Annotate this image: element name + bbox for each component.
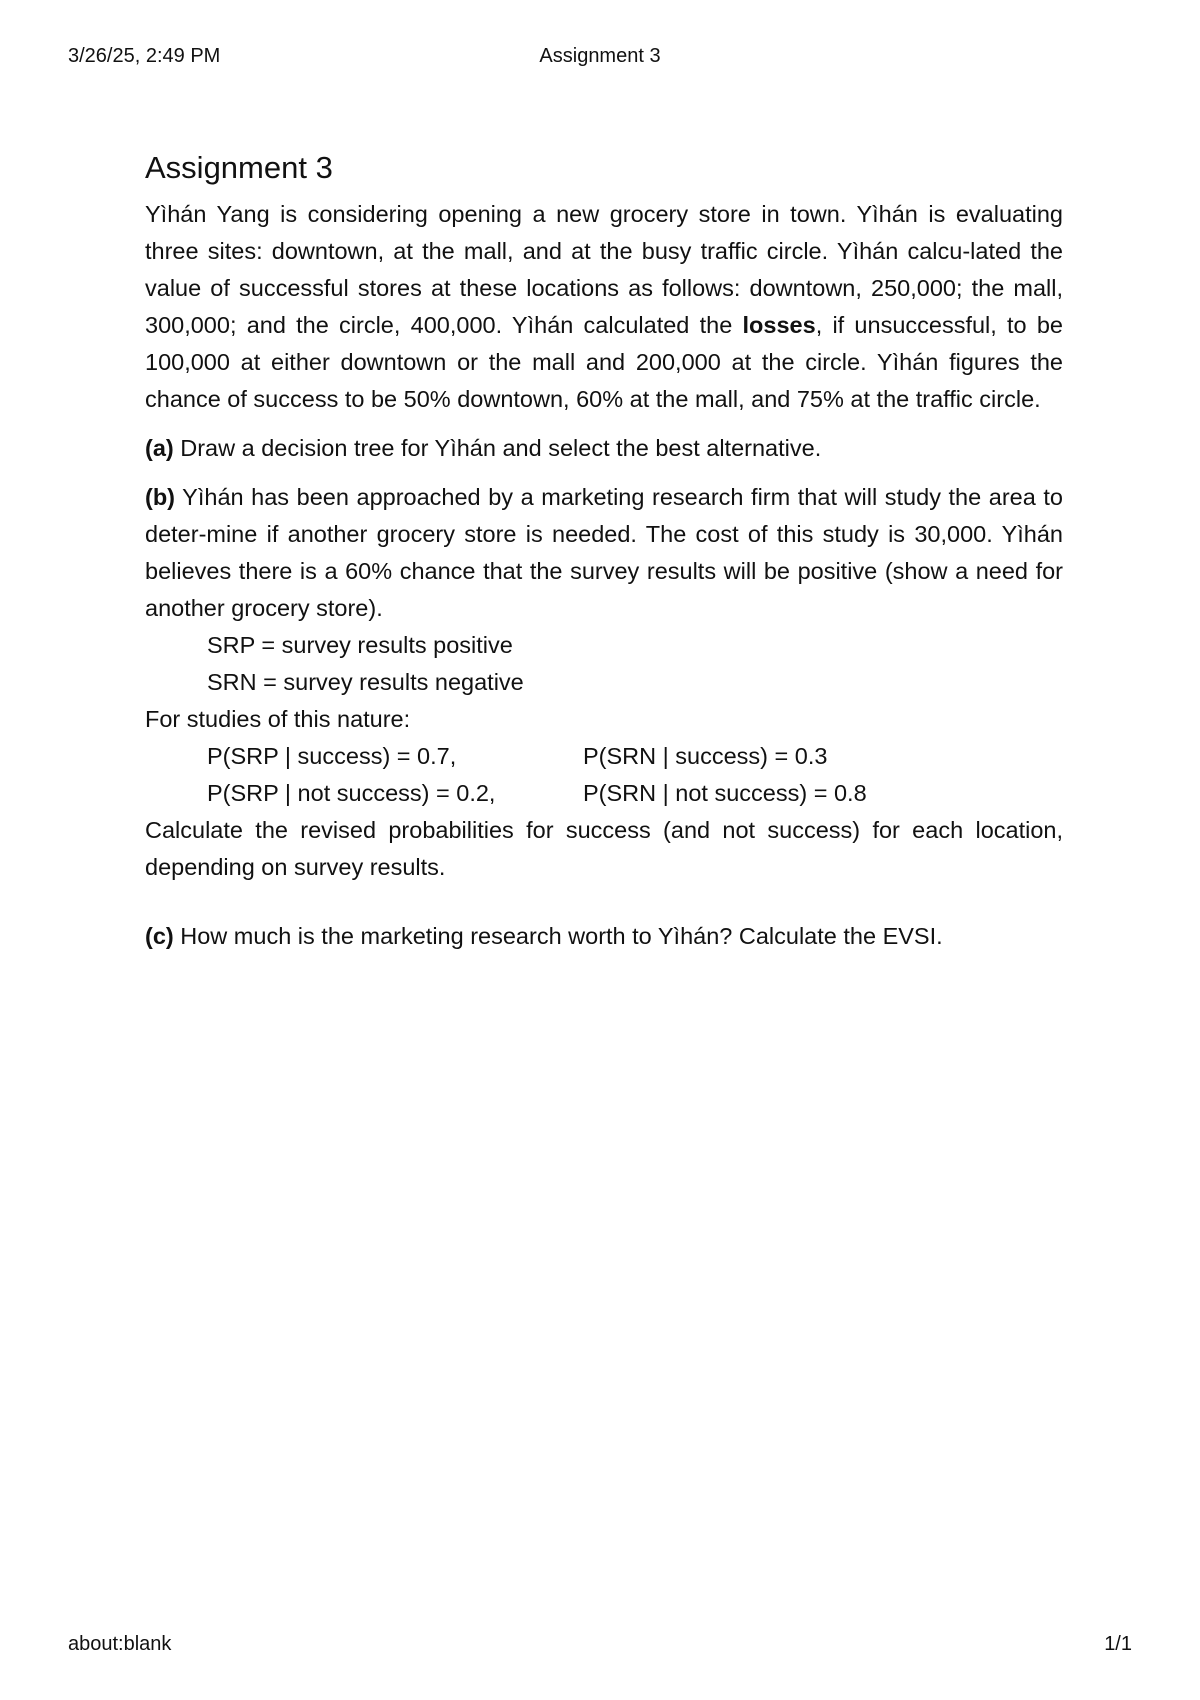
probability-row-not-success [145, 775, 1063, 812]
prob-srn-not-success: P(SRN | not success) = 0.8 [583, 780, 867, 806]
prob-srn-success: P(SRN | success) = 0.3 [583, 743, 828, 769]
definition-srn: SRN = survey results negative [207, 669, 524, 695]
print-page-title: Assignment 3 [539, 45, 661, 67]
part-a-text: Draw a decision tree for Yìhán and select the best alternative. [173, 435, 822, 461]
part-a-label: (a) [145, 435, 174, 461]
print-header [68, 42, 1132, 70]
print-url: about:blank [68, 1633, 172, 1655]
prob-srp-success: P(SRP | success) = 0.7, [207, 743, 457, 769]
intro-bold-losses: losses [742, 312, 816, 338]
part-a-paragraph [145, 430, 1063, 467]
studies-intro: For studies of this nature: [145, 706, 411, 732]
part-b-label: (b) [145, 484, 176, 510]
document-title: Assignment 3 [145, 150, 333, 185]
part-c-paragraph [145, 918, 1063, 955]
print-footer [68, 1630, 1132, 1658]
part-c-text: How much is the marketing research worth to Yìhán? Calculate the EVSI. [173, 923, 943, 949]
part-b-paragraph [145, 479, 1063, 627]
revised-probabilities-text: Calculate the revised probabilities for success (and not success) for each location, depending on survey results. [145, 817, 1063, 880]
print-datetime: 3/26/25, 2:49 PM [68, 45, 221, 67]
intro-text-1: Yìhán Yang is considering opening a new grocery store in town. Yìhán is evaluating three sites: downtown, at the mall, and at the busy traffic circle. Yìhán calcu-lated the value of successful stores at these locations as follows: downtown, 250,000; the mall, 300,000; and the circle, 400,000. Yìhán calculated the [145, 201, 1063, 338]
part-c-label: (c) [145, 923, 174, 949]
probability-row-success [145, 738, 1063, 775]
intro-paragraph [145, 196, 1063, 418]
prob-srp-not-success: P(SRP | not success) = 0.2, [207, 780, 496, 806]
print-page-number: 1/1 [1104, 1633, 1132, 1655]
part-b-text: Yìhán has been approached by a marketing research firm that will study the area to deter-mine if another grocery store is needed. The cost of this study is 30,000. Yìhán believes there is a 60% chance that the survey results will be positive (show a need for another grocery store). [145, 484, 1063, 621]
intro-text-2: , if unsuccessful, to be 100,000 at either downtown or the mall and 200,000 at the circle. Yìhán figures the chance of success to be 50% downtown, 60% at the mall, and 75% at the traffic circle. [145, 312, 1063, 412]
document-body [145, 146, 1063, 955]
definition-srp: SRP = survey results positive [207, 632, 513, 658]
